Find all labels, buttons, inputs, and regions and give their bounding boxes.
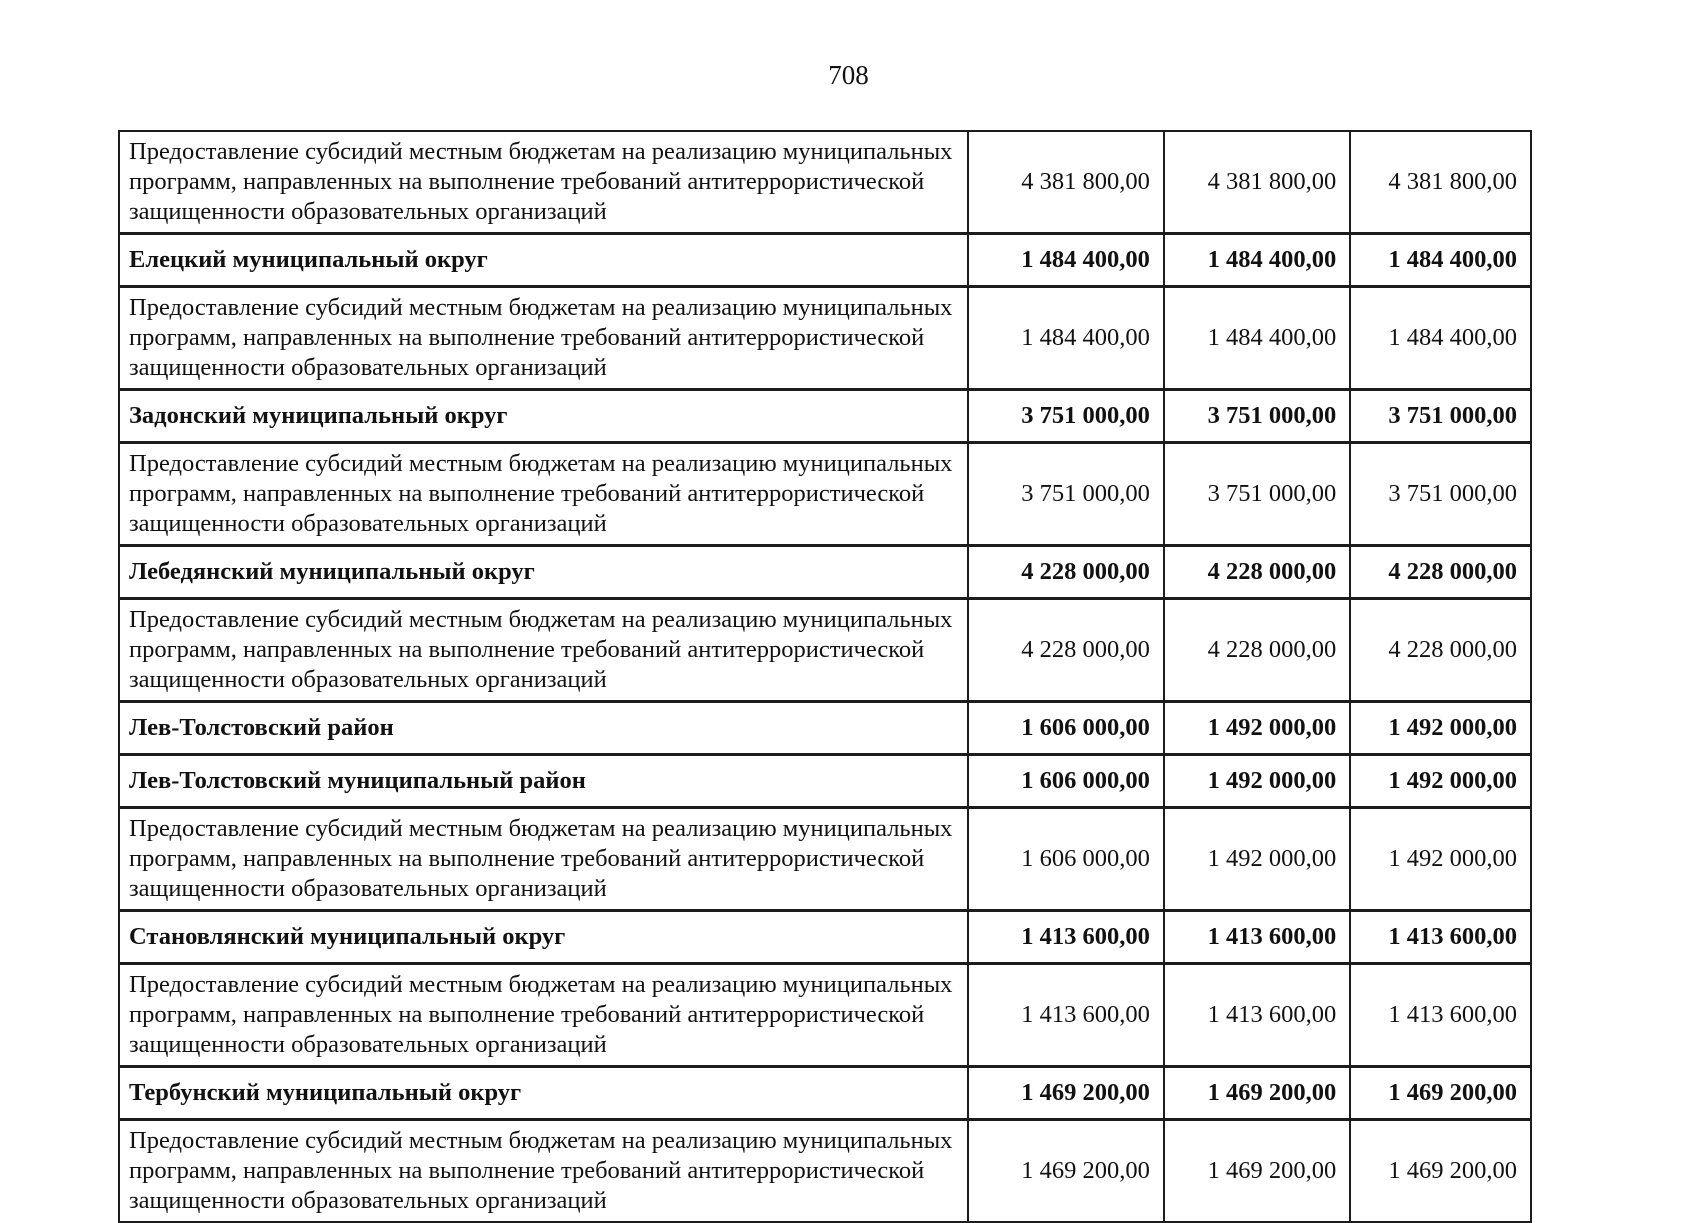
subsidy-description: Предоставление субсидий местным бюджетам на реализацию муниципальных программ, направленных на выполнение требований антитеррористической защищенности образовательных организаций — [119, 964, 968, 1067]
subsidy-description: Предоставление субсидий местным бюджетам на реализацию муниципальных программ, направленных на выполнение требований антитеррористической защищенности образовательных организаций — [119, 131, 968, 234]
amount-value: 1 413 600,00 — [1350, 964, 1531, 1067]
municipality-row — [119, 755, 1531, 808]
amount-value: 4 228 000,00 — [1350, 599, 1531, 702]
amount-value: 1 469 200,00 — [1164, 1067, 1350, 1120]
subsidy-detail-row — [119, 964, 1531, 1067]
amount-value: 4 381 800,00 — [968, 131, 1164, 234]
amount-value: 3 751 000,00 — [968, 390, 1164, 443]
amount-value: 4 228 000,00 — [1164, 599, 1350, 702]
municipality-name: Елецкий муниципальный округ — [119, 234, 968, 287]
amount-value: 1 469 200,00 — [1164, 1120, 1350, 1223]
budget-table-body — [119, 131, 1531, 1222]
subsidy-description: Предоставление субсидий местным бюджетам на реализацию муниципальных программ, направленных на выполнение требований антитеррористической защищенности образовательных организаций — [119, 287, 968, 390]
municipality-name: Тербунский муниципальный округ — [119, 1067, 968, 1120]
subsidy-detail-row — [119, 131, 1531, 234]
amount-value: 1 606 000,00 — [968, 702, 1164, 755]
municipality-row — [119, 234, 1531, 287]
municipality-row — [119, 1067, 1531, 1120]
municipality-row — [119, 702, 1531, 755]
amount-value: 1 469 200,00 — [1350, 1120, 1531, 1223]
amount-value: 1 484 400,00 — [1164, 287, 1350, 390]
amount-value: 1 492 000,00 — [1164, 755, 1350, 808]
subsidy-description: Предоставление субсидий местным бюджетам на реализацию муниципальных программ, направленных на выполнение требований антитеррористической защищенности образовательных организаций — [119, 599, 968, 702]
amount-value: 1 413 600,00 — [1164, 911, 1350, 964]
amount-value: 4 381 800,00 — [1350, 131, 1531, 234]
amount-value: 1 484 400,00 — [968, 234, 1164, 287]
amount-value: 1 606 000,00 — [968, 755, 1164, 808]
amount-value: 1 484 400,00 — [1350, 287, 1531, 390]
subsidy-detail-row — [119, 1120, 1531, 1223]
amount-value: 4 381 800,00 — [1164, 131, 1350, 234]
amount-value: 4 228 000,00 — [968, 546, 1164, 599]
municipality-row — [119, 390, 1531, 443]
municipality-row — [119, 911, 1531, 964]
budget-table — [118, 130, 1532, 1223]
subsidy-description: Предоставление субсидий местным бюджетам на реализацию муниципальных программ, направленных на выполнение требований антитеррористической защищенности образовательных организаций — [119, 1120, 968, 1223]
amount-value: 1 413 600,00 — [1350, 911, 1531, 964]
amount-value: 3 751 000,00 — [1164, 390, 1350, 443]
amount-value: 1 484 400,00 — [1350, 234, 1531, 287]
amount-value: 1 492 000,00 — [1350, 702, 1531, 755]
amount-value: 1 413 600,00 — [968, 911, 1164, 964]
amount-value: 1 484 400,00 — [968, 287, 1164, 390]
page-number: 708 — [828, 60, 869, 90]
municipality-row — [119, 546, 1531, 599]
amount-value: 1 606 000,00 — [968, 808, 1164, 911]
amount-value: 1 492 000,00 — [1350, 755, 1531, 808]
amount-value: 1 492 000,00 — [1350, 808, 1531, 911]
municipality-name: Становлянский муниципальный округ — [119, 911, 968, 964]
amount-value: 3 751 000,00 — [1350, 390, 1531, 443]
amount-value: 1 469 200,00 — [1350, 1067, 1531, 1120]
amount-value: 1 492 000,00 — [1164, 702, 1350, 755]
amount-value: 3 751 000,00 — [1164, 443, 1350, 546]
amount-value: 4 228 000,00 — [1350, 546, 1531, 599]
subsidy-description: Предоставление субсидий местным бюджетам на реализацию муниципальных программ, направленных на выполнение требований антитеррористической защищенности образовательных организаций — [119, 808, 968, 911]
subsidy-detail-row — [119, 599, 1531, 702]
amount-value: 3 751 000,00 — [1350, 443, 1531, 546]
municipality-name: Лебедянский муниципальный округ — [119, 546, 968, 599]
municipality-name: Лев-Толстовский район — [119, 702, 968, 755]
amount-value: 1 413 600,00 — [1164, 964, 1350, 1067]
amount-value: 1 469 200,00 — [968, 1120, 1164, 1223]
amount-value: 1 413 600,00 — [968, 964, 1164, 1067]
subsidy-detail-row — [119, 808, 1531, 911]
municipality-name: Лев-Толстовский муниципальный район — [119, 755, 968, 808]
amount-value: 4 228 000,00 — [1164, 546, 1350, 599]
subsidy-detail-row — [119, 443, 1531, 546]
amount-value: 1 484 400,00 — [1164, 234, 1350, 287]
amount-value: 1 469 200,00 — [968, 1067, 1164, 1120]
amount-value: 3 751 000,00 — [968, 443, 1164, 546]
amount-value: 1 492 000,00 — [1164, 808, 1350, 911]
municipality-name: Задонский муниципальный округ — [119, 390, 968, 443]
amount-value: 4 228 000,00 — [968, 599, 1164, 702]
subsidy-detail-row — [119, 287, 1531, 390]
subsidy-description: Предоставление субсидий местным бюджетам на реализацию муниципальных программ, направленных на выполнение требований антитеррористической защищенности образовательных организаций — [119, 443, 968, 546]
